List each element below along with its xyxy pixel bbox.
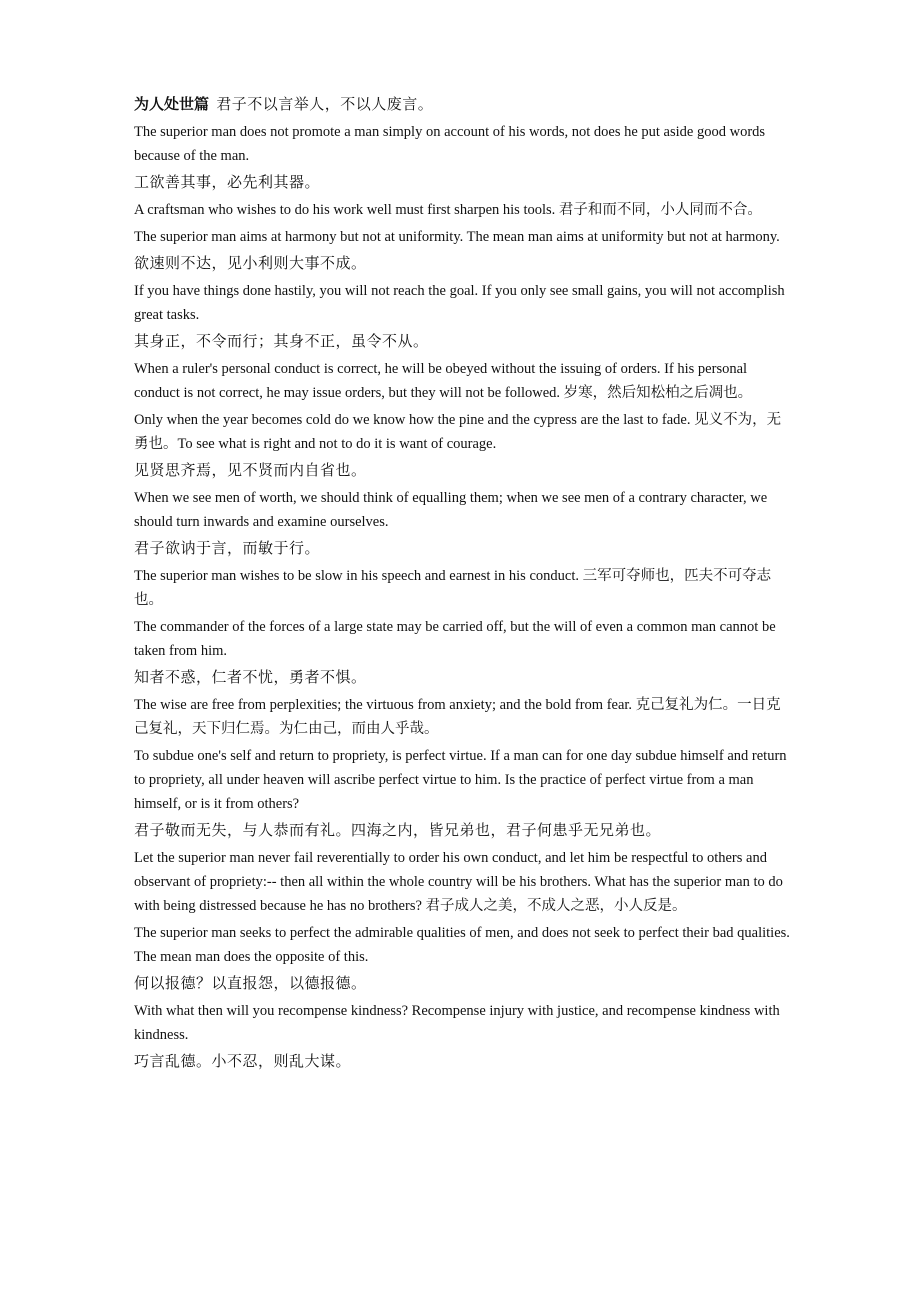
paragraph-18: 君子敬而无失，与人恭而有礼。四海之内，皆兄弟也，君子何患乎无兄弟也。 (134, 823, 662, 839)
paragraph-5: 欲速则不达，见小利则大事不成。 (134, 256, 367, 272)
document-body (134, 93, 794, 1074)
paragraph-2: 工欲善其事，必先利其器。 (134, 175, 321, 191)
paragraph-3: A craftsman who wishes to do his work well must first sharpen his tools. 君子和而不同，小人同而不合。 (134, 202, 762, 218)
paragraph-15: 知者不惑，仁者不忧，勇者不惧。 (134, 670, 367, 686)
paragraph-22: With what then will you recompense kindness? Recompense injury with justice, and recompense kindness with kindness. (134, 1003, 780, 1043)
paragraph-19: Let the superior man never fail reverentially to order his own conduct, and let him be respectful to others and observant of propriety:-- then all within the whole country will be his brothers. What has the superior man to do with being distressed because he has no brothers? 君子成人之美，不成人之恶，小人反是。 (134, 850, 783, 914)
paragraph-1: The superior man does not promote a man simply on account of his words, not does he put aside good words because of the man. (134, 124, 766, 164)
paragraph-7: 其身正，不令而行；其身不正，虽令不从。 (134, 334, 429, 350)
paragraph-12: 君子欲讷于言，而敏于行。 (134, 541, 321, 557)
paragraph-10: 见贤思齐焉，见不贤而内自省也。 (134, 463, 367, 479)
paragraph-6: If you have things done hastily, you will not reach the goal. If you only see small gains, you will not accomplish great tasks. (134, 283, 785, 323)
paragraph-13: The superior man wishes to be slow in his speech and earnest in his conduct. 三军可夺师也，匹夫不可夺志也。 (134, 568, 772, 608)
paragraph-11: When we see men of worth, we should think of equalling them; when we see men of a contrary character, we should turn inwards and examine ourselves. (134, 490, 768, 530)
paragraph-9: Only when the year becomes cold do we know how the pine and the cypress are the last to fade. 见义不为，无勇也。To see what is right and not to do it is want of courage. (134, 412, 782, 452)
paragraph-8: When a ruler's personal conduct is correct, he will be obeyed without the issuing of orders. If his personal conduct is not correct, he may issue orders, but they will not be followed. 岁寒，然后知松柏之后凋也。 (134, 361, 753, 401)
paragraph-0 (134, 93, 794, 117)
paragraph-23: 巧言乱德。小不忍，则乱大谋。 (134, 1054, 352, 1070)
section-title: 为人处世篇 (134, 97, 210, 113)
paragraph-20: The superior man seeks to perfect the admirable qualities of men, and does not seek to perfect their bad qualities. The mean man does the opposite of this. (134, 925, 790, 965)
paragraph-16: The wise are free from perplexities; the virtuous from anxiety; and the bold from fear. 克己复礼为仁。一日克己复礼，天下归仁焉。为仁由己，而由人乎哉。 (134, 697, 781, 737)
paragraph-21: 何以报德？以直报怨，以德报德。 (134, 976, 367, 992)
paragraph-14: The commander of the forces of a large state may be carried off, but the will of even a common man cannot be taken from him. (134, 619, 776, 659)
paragraph-text: 君子不以言举人，不以人废言。 (216, 97, 434, 113)
paragraph-4: The superior man aims at harmony but not at uniformity. The mean man aims at uniformity but not at harmony. (134, 229, 780, 245)
paragraph-17: To subdue one's self and return to propriety, is perfect virtue. If a man can for one day subdue himself and return to propriety, all under heaven will ascribe perfect virtue to him. Is the practice of perfect virtue from a man himself, or is it from others? (134, 748, 787, 812)
